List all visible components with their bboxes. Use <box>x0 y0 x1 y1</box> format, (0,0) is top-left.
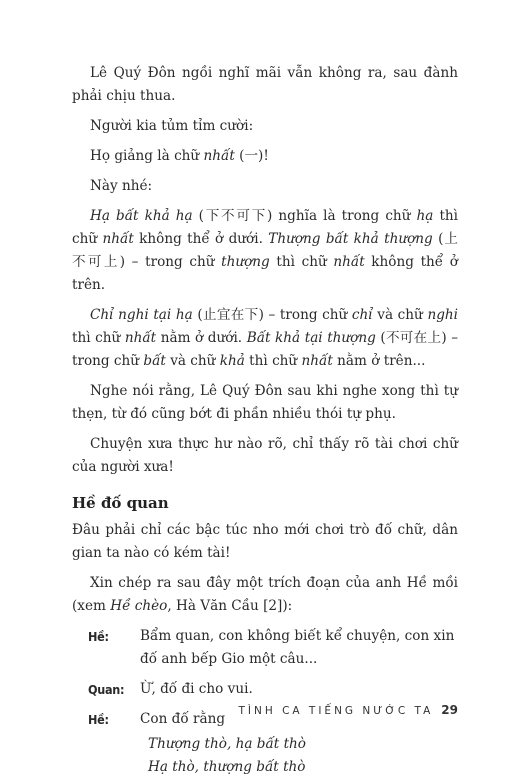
section-heading: Hề đố quan <box>72 494 169 512</box>
paragraph: Này nhé: <box>90 178 153 194</box>
italic-term: Bất khả tại thượng <box>246 330 376 346</box>
italic-term: nhất <box>203 148 235 164</box>
text-run: thì chữ <box>269 254 334 270</box>
paragraph: Lê Quý Đôn ngồi nghĩ mãi vẫn không ra, sau đành phải chịu thua. <box>72 65 458 104</box>
italic-term: bất <box>143 353 166 369</box>
verse-line: Thượng thò, hạ bất thò <box>148 736 306 752</box>
text-run: (不可在上) – trong chữ <box>72 330 459 369</box>
paragraph: Đâu phải chỉ các bậc túc nho mới chơi trò đố chữ, dân gian ta nào có kém tài! <box>72 522 458 561</box>
paragraph: Nghe nói rằng, Lê Quý Đôn sau khi nghe xong thì tự thẹn, từ đó cũng bớt đi phần nhiều thói tự phụ. <box>72 383 458 422</box>
italic-term: nhất <box>102 231 134 247</box>
text-run: , Hà Văn Cầu [2]): <box>167 598 293 614</box>
page-number: 29 <box>441 703 458 717</box>
text-run: không thể ở trên. <box>72 254 458 293</box>
verse-line: Hạ thò, thượng bất thò <box>148 759 306 775</box>
italic-term: Hạ bất khả hạ <box>90 208 193 224</box>
paragraph <box>72 145 458 168</box>
italic-term: Chỉ nghi tại hạ <box>90 307 193 323</box>
text-run: và chữ <box>372 307 428 323</box>
speaker-label: Hề: <box>88 712 109 727</box>
speaker-label: Hề: <box>88 629 109 644</box>
text-run: thì chữ <box>244 353 302 369</box>
dialogue-text: Con đố rằng <box>140 711 226 727</box>
text-run: (上不可上) – trong chữ <box>72 231 458 270</box>
page-footer <box>0 703 458 717</box>
text-run: không thể ở dưới. <box>133 231 269 247</box>
dialogue-line <box>72 625 458 671</box>
italic-term: Hề chèo <box>110 598 168 614</box>
italic-term: hạ <box>416 208 434 224</box>
italic-term: nghi <box>427 307 458 323</box>
paragraph: Người kia tủm tỉm cười: <box>90 118 254 134</box>
running-title: TÌNH CA TIẾNG NƯỚC TA <box>238 705 434 717</box>
text-run: nằm ở trên... <box>332 353 426 369</box>
italic-term: nhất <box>124 330 157 346</box>
paragraph <box>72 304 458 373</box>
page-body <box>72 62 458 779</box>
text-run: (一)! <box>234 148 269 164</box>
italic-term: chỉ <box>351 307 373 323</box>
paragraph <box>72 205 458 297</box>
dialogue-text: Bẩm quan, con không biết kể chuyện, con xin đố anh bếp Gio một câu... <box>140 628 455 667</box>
text-run: Xin chép ra sau đây một trích đoạn của anh Hề mồi (xem <box>72 575 458 614</box>
italic-term: thượng <box>221 254 270 270</box>
text-run: (下不可下) nghĩa là trong chữ <box>192 208 417 224</box>
paragraph <box>72 572 458 618</box>
text-run: Họ giảng là chữ <box>90 148 204 164</box>
italic-term: Thượng bất khả thượng <box>268 231 433 247</box>
dialogue-line <box>72 678 458 701</box>
text-run: (止宜在下) – trong chữ <box>192 307 352 323</box>
speaker-label: Quan: <box>88 682 125 697</box>
text-run: thì chữ <box>72 330 125 346</box>
italic-term: nhất <box>333 254 365 270</box>
paragraph: Chuyện xưa thực hư nào rõ, chỉ thấy rõ tài chơi chữ của người xưa! <box>72 436 458 475</box>
text-run: nằm ở dưới. <box>156 330 247 346</box>
text-run: thì chữ <box>72 208 459 247</box>
text-run: và chữ <box>165 353 220 369</box>
italic-term: khả <box>219 353 245 369</box>
italic-term: nhất <box>301 353 333 369</box>
dialogue-text: Ừ, đố đi cho vui. <box>140 681 253 697</box>
